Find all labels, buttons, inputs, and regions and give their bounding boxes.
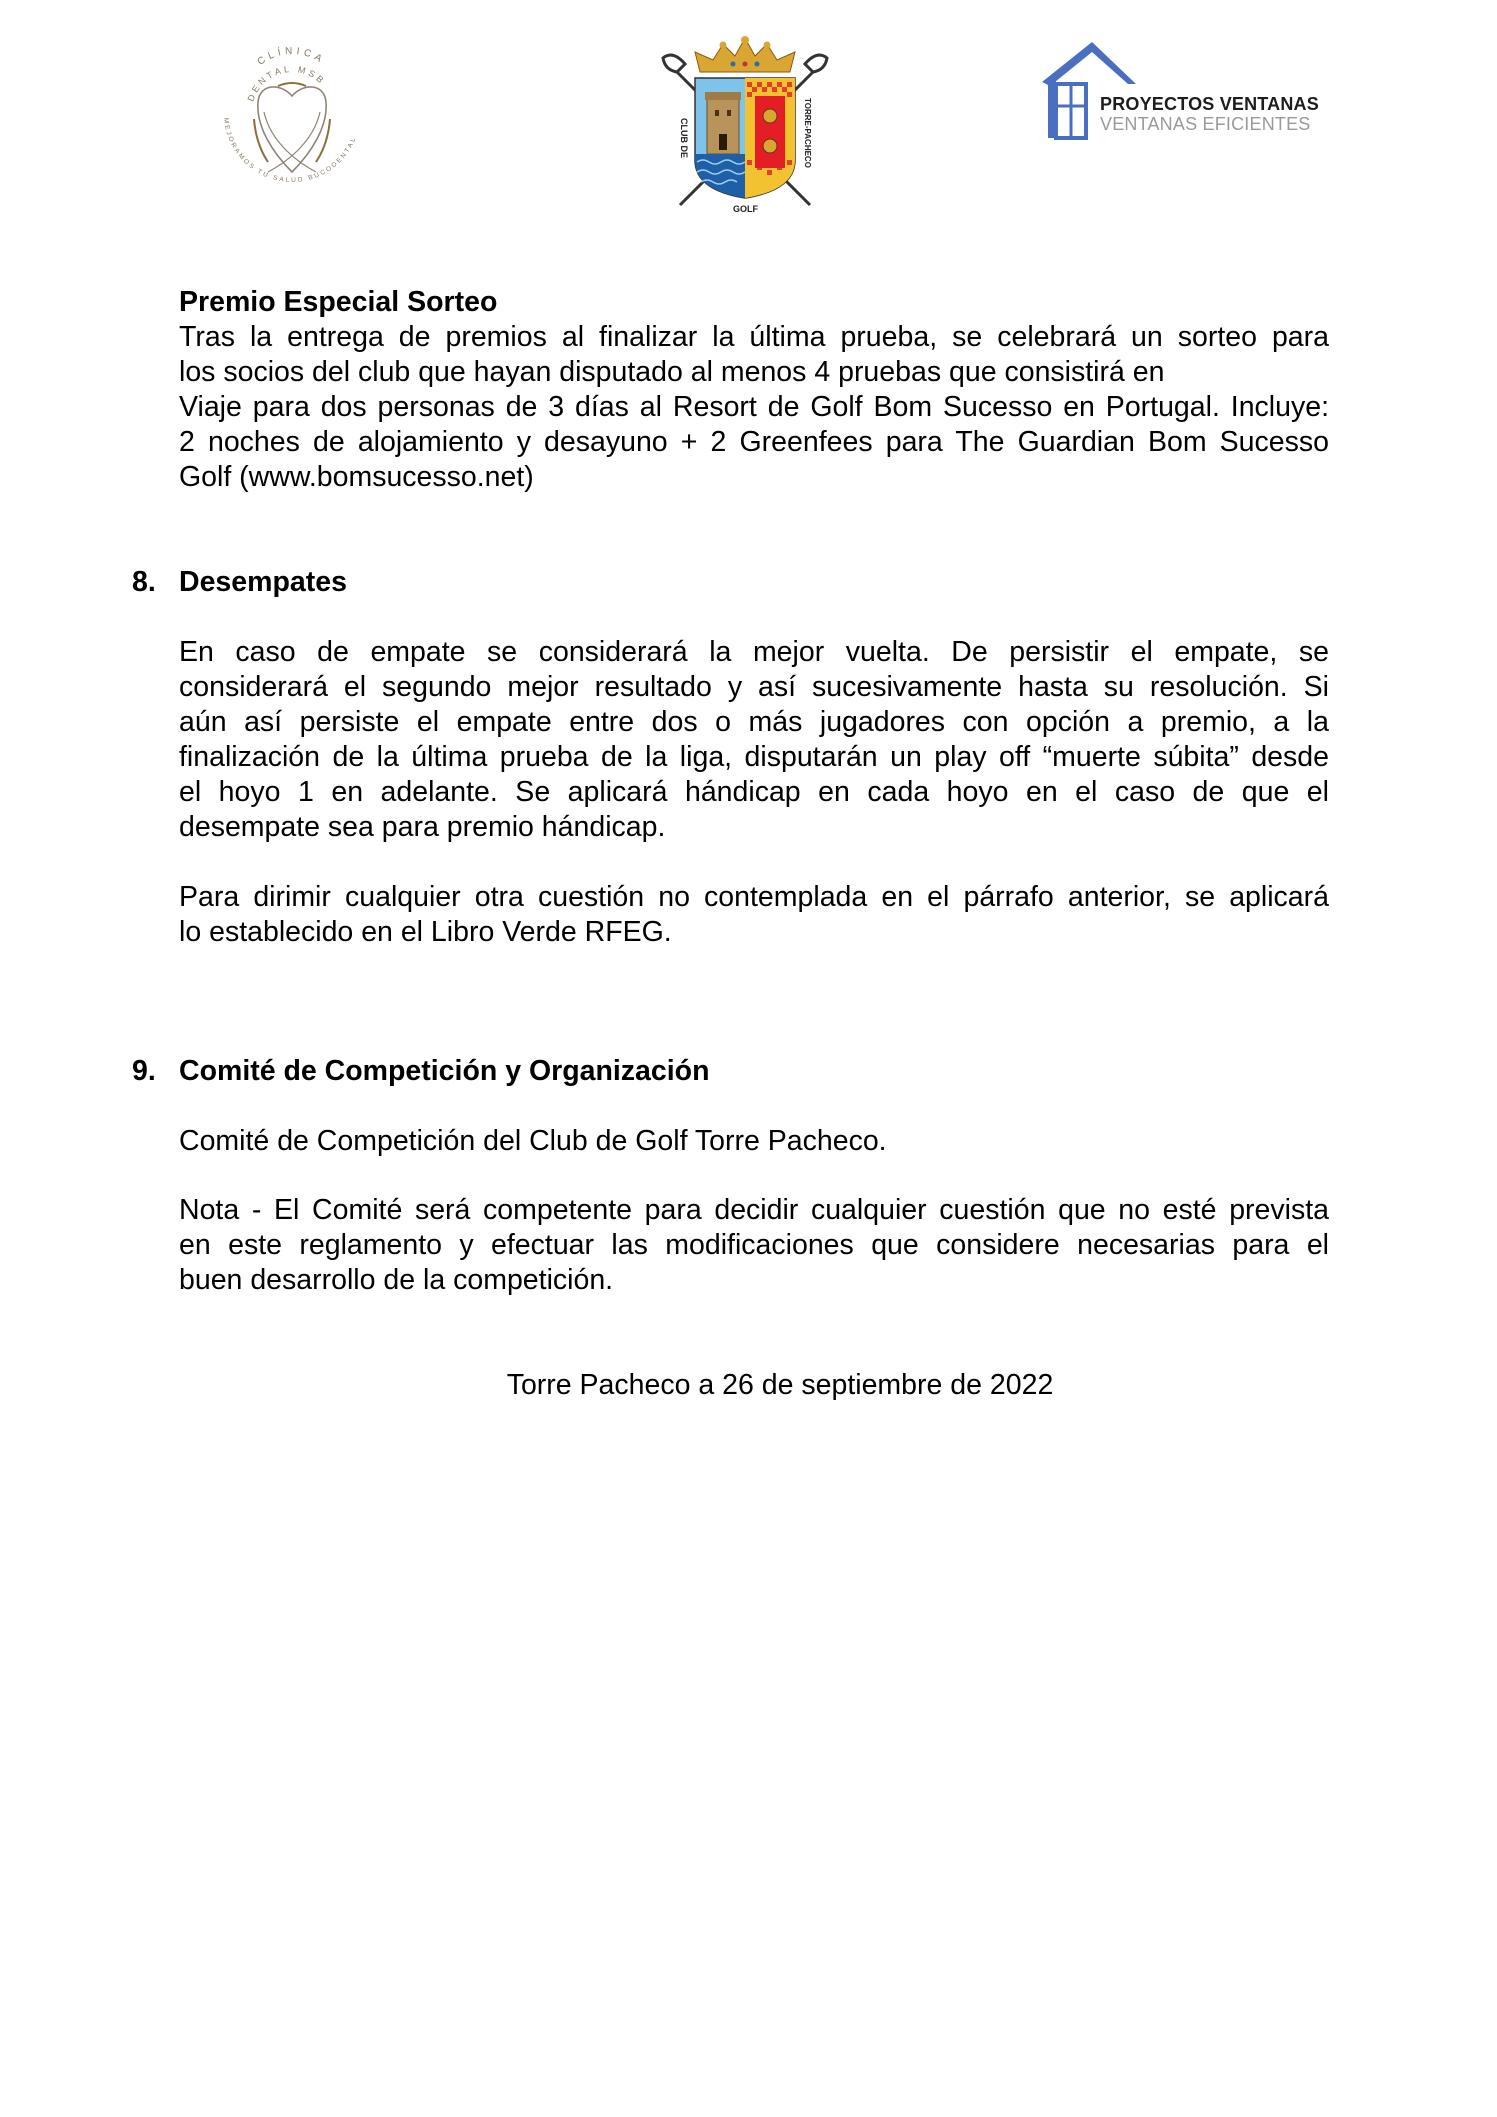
section-8-number: 8.	[132, 566, 156, 598]
paragraph-line: el hoyo 1 en adelante. Se aplicará hándicap en cada hoyo en el caso de que el	[179, 776, 1329, 808]
paragraph-line: lo establecido en el Libro Verde RFEG.	[179, 916, 672, 948]
premio-title: Premio Especial Sorteo	[179, 286, 498, 318]
svg-text:TORRE-PACHECO: TORRE-PACHECO	[803, 98, 812, 168]
paragraph-line: aún así persiste el empate entre dos o más jugadores con opción a premio, a la	[179, 706, 1329, 738]
premio-line: 2 noches de alojamiento y desayuno + 2 Greenfees para The Guardian Bom Sucesso	[179, 426, 1329, 458]
paragraph-line: desempate sea para premio hándicap.	[179, 811, 666, 843]
premio-line: Viaje para dos personas de 3 días al Resort de Golf Bom Sucesso en Portugal. Incluye:	[179, 391, 1329, 423]
paragraph-line: buen desarrollo de la competición.	[179, 1264, 614, 1296]
premio-line: Tras la entrega de premios al finalizar la última prueba, se celebrará un sorteo para	[179, 321, 1329, 353]
ventanas-subtitle: VENTANAS EFICIENTES	[1100, 114, 1311, 134]
signature-date: Torre Pacheco a 26 de septiembre de 2022	[506, 1369, 1054, 1401]
svg-text:DENTAL MSB: DENTAL MSB	[245, 63, 328, 103]
section-8-heading: Desempates	[179, 566, 347, 598]
paragraph-line: En caso de empate se considerará la mejor vuelta. De persistir el empate, se	[179, 636, 1329, 668]
proyectos-ventanas-logo	[1040, 40, 1319, 145]
crown-icon	[695, 36, 795, 72]
paragraph-line: finalización de la última prueba de la liga, disputarán un play off “muerte súbita” desde	[179, 741, 1329, 773]
tower-icon	[705, 92, 741, 154]
section-9-paragraph-2	[179, 1193, 1329, 1298]
heart-tooth-icon	[212, 34, 372, 194]
svg-text:MEJORAMOS TU SALUD BUCODENTAL: MEJORAMOS TU SALUD BUCODENTAL	[222, 117, 358, 185]
paragraph-line: Nota - El Comité será competente para decidir cualquier cuestión que no esté prevista	[179, 1194, 1329, 1226]
svg-text:CLÍNICA: CLÍNICA	[255, 45, 328, 68]
club-golf-torre-pacheco-crest	[655, 30, 835, 215]
section-9-heading: Comité de Competición y Organización	[179, 1055, 710, 1087]
paragraph-line: Para dirimir cualquier otra cuestión no contemplada en el párrafo anterior, se aplicará	[179, 881, 1329, 913]
premio-section	[179, 285, 1329, 495]
paragraph-line: Comité de Competición del Club de Golf Torre Pacheco.	[179, 1125, 887, 1157]
section-9-paragraph-1	[179, 1124, 1329, 1159]
premio-line: Golf (www.bomsucesso.net)	[179, 461, 534, 493]
section-9-number: 9.	[132, 1055, 156, 1087]
paragraph-line: considerará el segundo mejor resultado y así sucesivamente hasta su resolución. Si	[179, 671, 1329, 703]
ventanas-title: PROYECTOS VENTANAS	[1100, 94, 1319, 114]
premio-line: los socios del club que hayan disputado al menos 4 pruebas que consistirá en	[179, 356, 1165, 388]
section-8-paragraph-2	[179, 880, 1329, 950]
paragraph-line: en este reglamento y efectuar las modificaciones que considere necesarias para el	[179, 1229, 1329, 1261]
svg-text:CLUB DE: CLUB DE	[679, 118, 689, 158]
section-8-paragraph-1	[179, 635, 1329, 845]
clinica-dental-msb-logo	[212, 34, 372, 194]
svg-text:GOLF: GOLF	[733, 204, 758, 214]
